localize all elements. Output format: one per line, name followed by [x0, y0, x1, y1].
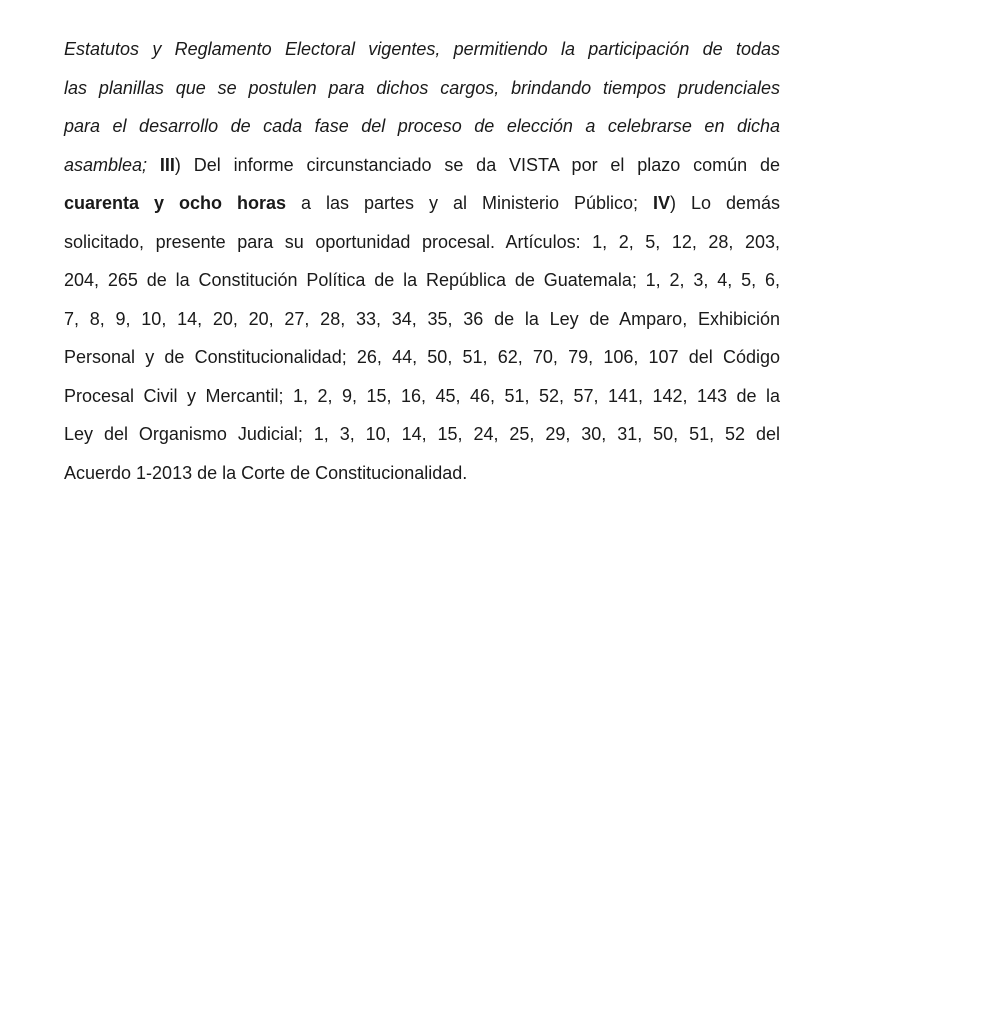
resolution-paragraph [64, 30, 780, 492]
roman-numeral-iii: III [159, 154, 175, 175]
text-line [64, 415, 780, 454]
text-run: 7, 8, 9, 10, 14, 20, 20, 27, 28, 33, 34, 35, 36 de la Ley de Amparo, Exhibición [64, 308, 780, 329]
text-run: Procesal Civil y Mercantil; 1, 2, 9, 15, 16, 45, 46, 51, 52, 57, 141, 142, 143 de la [64, 385, 780, 406]
text-run [147, 155, 160, 175]
text-run: ) Del informe circunstanciado se da VISTA por el plazo común de [174, 154, 780, 175]
text-line [64, 338, 780, 377]
text-line [64, 223, 780, 262]
text-run: Acuerdo 1-2013 de la Corte de Constitucionalidad. [64, 462, 468, 483]
text-run: 204, 265 de la Constitución Política de la República de Guatemala; 1, 2, 3, 4, 5, 6, [64, 270, 780, 290]
text-line [64, 69, 780, 108]
text-line [64, 146, 780, 185]
text-line [64, 300, 780, 339]
text-line [64, 454, 780, 493]
text-line [64, 30, 780, 69]
text-run: Ley del Organismo Judicial; 1, 3, 10, 14, 15, 24, 25, 29, 30, 31, 50, 51, 52 del [64, 424, 780, 444]
text-run: para el desarrollo de cada fase del proceso de elección a celebrarse en dicha [64, 116, 780, 136]
text-line [64, 107, 780, 146]
text-line [64, 377, 780, 416]
text-run: Personal y de Constitucionalidad; 26, 44, 50, 51, 62, 70, 79, 106, 107 del Código [64, 347, 780, 367]
text-run: las planillas que se postulen para dichos cargos, brindando tiempos prudenciales [64, 77, 780, 98]
roman-numeral-iv: IV [652, 193, 670, 213]
text-run: ) Lo demás [670, 193, 781, 213]
bold-term: cuarenta y ocho horas [64, 193, 287, 213]
text-run: a las partes y al Ministerio Público; [286, 193, 653, 213]
text-run: solicitado, presente para su oportunidad procesal. Artículos: 1, 2, 5, 12, 28, 203, [64, 231, 780, 252]
text-line [64, 261, 780, 300]
text-run: asamblea; [64, 154, 148, 175]
text-run: Estatutos y Reglamento Electoral vigentes, permitiendo la participación de todas [64, 39, 780, 59]
text-line [64, 184, 780, 223]
